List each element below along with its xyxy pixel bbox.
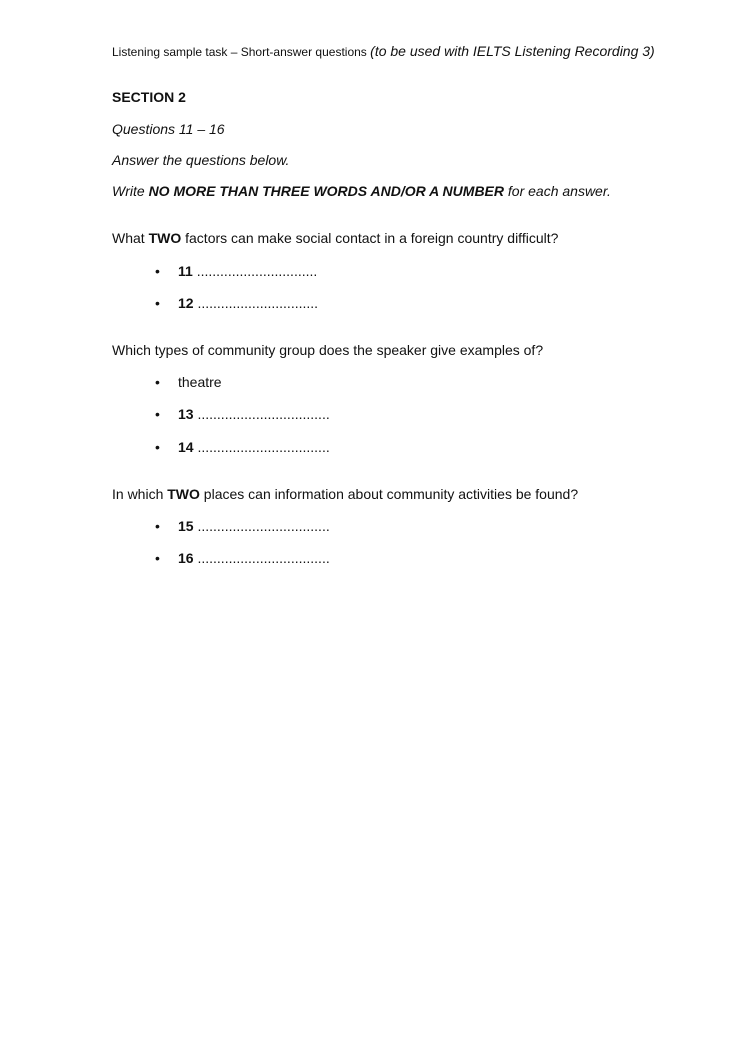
bullet-icon: • <box>155 295 160 311</box>
answer-blank: .................................. <box>197 439 330 455</box>
word-limit-instruction <box>112 183 611 199</box>
answer-blank: ............................... <box>196 263 318 279</box>
instruction-text: Answer the questions below. <box>112 152 290 168</box>
question-factors-bold: TWO <box>148 230 182 246</box>
bullet-icon: • <box>155 263 160 279</box>
answer-number: 14 <box>178 439 194 455</box>
answer-number: 13 <box>178 406 194 422</box>
answer-number: 15 <box>178 518 194 534</box>
answer-item-16 <box>155 550 330 566</box>
answer-number: 16 <box>178 550 194 566</box>
example-item <box>155 374 222 390</box>
bullet-icon: • <box>155 374 160 390</box>
example-text: theatre <box>178 374 222 390</box>
question-factors-pre: What <box>112 230 145 246</box>
answer-number: 12 <box>178 295 194 311</box>
question-places-pre: In which <box>112 486 164 502</box>
question-places-bold: TWO <box>167 486 200 502</box>
question-factors-post: factors can make social contact in a foreign country difficult? <box>185 230 559 246</box>
bullet-icon: • <box>155 518 160 534</box>
answer-blank: .................................. <box>197 406 330 422</box>
word-limit-pre: Write <box>112 183 145 199</box>
word-limit-bold: NO MORE THAN THREE WORDS AND/OR A NUMBER <box>148 183 504 199</box>
answer-item-15 <box>155 518 330 534</box>
answer-item-11 <box>155 263 317 279</box>
bullet-icon: • <box>155 439 160 455</box>
answer-item-14 <box>155 439 330 455</box>
answer-blank: .................................. <box>197 518 330 534</box>
bullet-icon: • <box>155 406 160 422</box>
word-limit-post: for each answer. <box>507 183 611 199</box>
section-title: SECTION 2 <box>112 89 186 105</box>
answer-blank: .................................. <box>197 550 330 566</box>
header-prefix: Listening sample task – Short-answer questions <box>112 45 367 59</box>
question-community-groups: Which types of community group does the speaker give examples of? <box>112 342 544 358</box>
header-suffix: (to be used with IELTS Listening Recording 3) <box>370 43 655 59</box>
answer-blank: ............................... <box>197 295 319 311</box>
question-information-places <box>112 486 578 502</box>
answer-number: 11 <box>178 263 193 279</box>
answer-item-12 <box>155 295 318 311</box>
bullet-icon: • <box>155 550 160 566</box>
question-places-post: places can information about community activities be found? <box>203 486 579 502</box>
page-header <box>112 43 655 59</box>
answer-item-13 <box>155 406 330 422</box>
questions-range: Questions 11 – 16 <box>112 121 225 137</box>
question-factors <box>112 230 558 246</box>
